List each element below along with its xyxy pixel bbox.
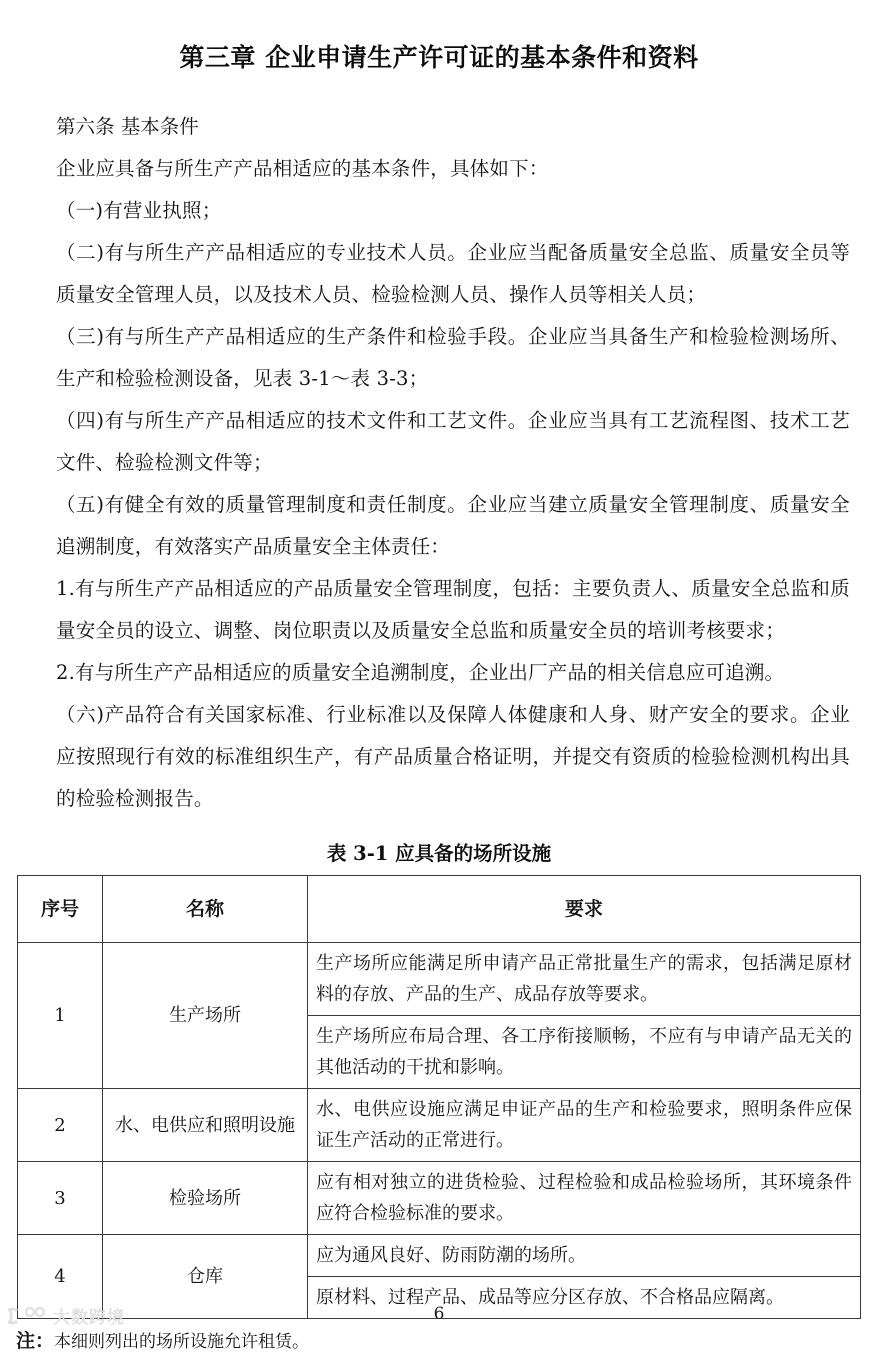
- row-name: 仓库: [103, 1235, 308, 1319]
- article-subitem-2: 2.有与所生产产品相适应的质量安全追溯制度，企业出厂产品的相关信息应可追溯。: [56, 661, 785, 684]
- row-name: 水、电供应和照明设施: [103, 1089, 308, 1162]
- article-subitem-1: 1.有与所生产产品相适应的产品质量安全管理制度，包括：主要负责人、质量安全总监和质量安全员的设立、调整、岗位职责以及质量安全总监和质量安全员的培训考核要求；: [56, 577, 850, 642]
- row-no: 3: [18, 1162, 103, 1235]
- row-requirement: 应有相对独立的进货检验、过程检验和成品检验场所，其环境条件应符合检验标准的要求。: [308, 1162, 861, 1235]
- table-note: [16, 1326, 878, 1357]
- row-no: 2: [18, 1089, 103, 1162]
- article-body: [0, 106, 878, 820]
- table-header-no: 序号: [18, 876, 103, 943]
- row-requirement: 生产场所应能满足所申请产品正常批量生产的需求，包括满足原材料的存放、产品的生产、成品存放等要求。: [308, 943, 861, 1016]
- article-item-1: （一)有营业执照；: [56, 199, 222, 222]
- article-item-2: （二)有与所生产产品相适应的专业技术人员。企业应当配备质量安全总监、质量安全员等质量安全管理人员，以及技术人员、检验检测人员、操作人员等相关人员；: [56, 241, 850, 306]
- article-item-6: （六)产品符合有关国家标准、行业标准以及保障人体健康和人身、财产安全的要求。企业应按照现行有效的标准组织生产，有产品质量合格证明，并提交有资质的检验检测机构出具的检验检测报告。: [56, 703, 850, 810]
- table-row: [18, 943, 861, 1016]
- row-name: 检验场所: [103, 1162, 308, 1235]
- table-row: [18, 1235, 861, 1277]
- watermark-logo-icon: [8, 1305, 48, 1327]
- row-requirement: 原材料、过程产品、成品等应分区存放、不合格品应隔离。: [308, 1277, 861, 1319]
- row-requirement: 生产场所应布局合理、各工序衔接顺畅，不应有与申请产品无关的其他活动的干扰和影响。: [308, 1016, 861, 1089]
- table-header-name: 名称: [103, 876, 308, 943]
- article-lead: 企业应具备与所生产产品相适应的基本条件，具体如下：: [56, 157, 549, 180]
- chapter-title: 第三章 企业申请生产许可证的基本条件和资料: [179, 43, 699, 72]
- page-number: 6: [433, 1304, 445, 1324]
- table-caption: 表 3-1 应具备的场所设施: [326, 842, 552, 865]
- article-item-3: （三)有与所生产产品相适应的生产条件和检验手段。企业应当具备生产和检验检测场所、生产和检验检测设备，见表 3-1～表 3-3；: [56, 325, 850, 390]
- row-no: 1: [18, 943, 103, 1089]
- watermark-text: 大数跨境: [53, 1308, 125, 1328]
- article-item-4: （四)有与所生产产品相适应的技术文件和工艺文件。企业应当具有工艺流程图、技术工艺文件、检验检测文件等；: [56, 409, 850, 474]
- table-note-text: 本细则列出的场所设施允许租赁。: [54, 1332, 310, 1352]
- row-requirement: 应为通风良好、防雨防潮的场所。: [308, 1235, 861, 1277]
- table-note-label: 注：: [16, 1330, 55, 1352]
- table-row: [18, 1089, 861, 1162]
- table-header-req: 要求: [308, 876, 861, 943]
- table-header-row: [18, 876, 861, 943]
- row-requirement: 水、电供应设施应满足申证产品的生产和检验要求，照明条件应保证生产活动的正常进行。: [308, 1089, 861, 1162]
- watermark: [8, 1303, 125, 1328]
- table-row: [18, 1162, 861, 1235]
- facility-requirements-table: [17, 875, 861, 1319]
- article-item-5: （五)有健全有效的质量管理制度和责任制度。企业应当建立质量安全管理制度、质量安全追溯制度，有效落实产品质量安全主体责任：: [56, 493, 850, 558]
- row-no: 4: [18, 1235, 103, 1319]
- article-heading: 第六条 基本条件: [56, 115, 199, 138]
- row-name: 生产场所: [103, 943, 308, 1089]
